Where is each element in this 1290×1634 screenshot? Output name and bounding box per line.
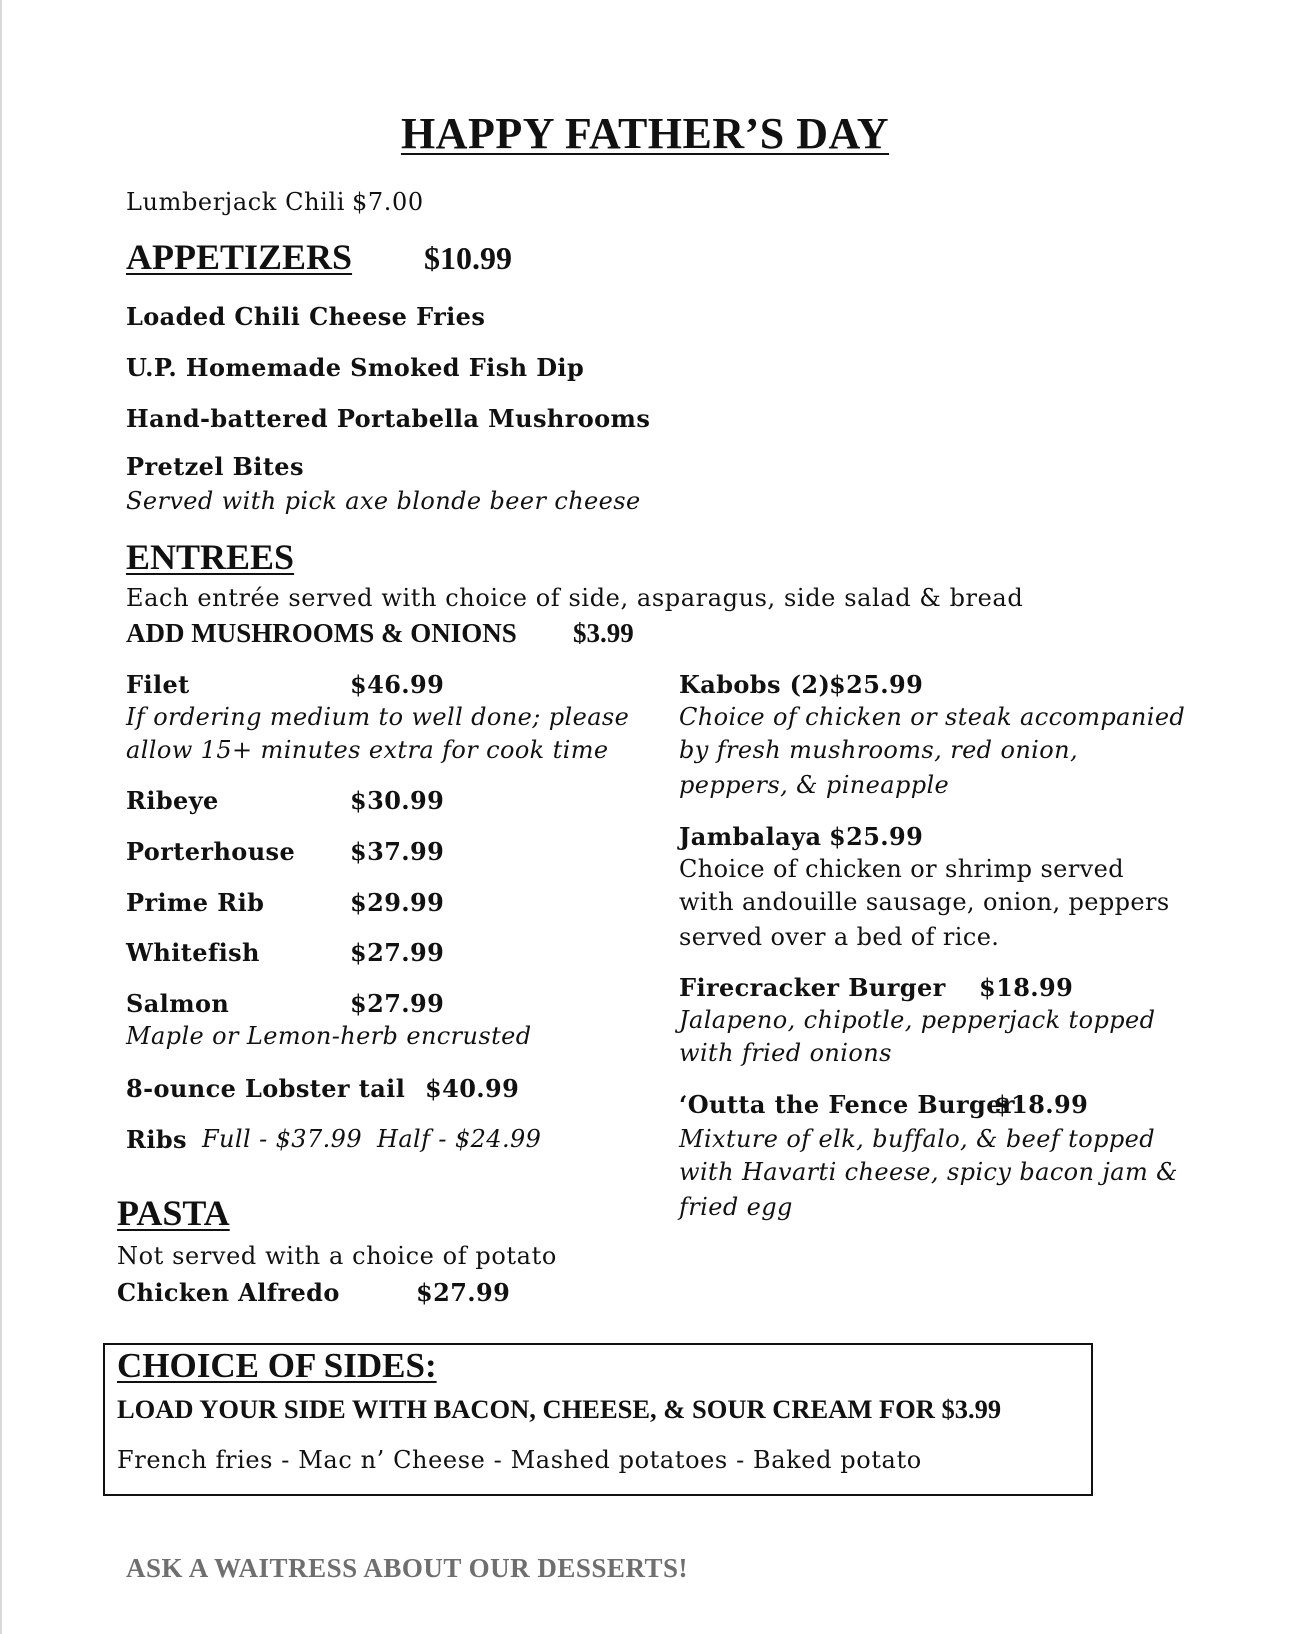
entree-name: Firecracker Burger [679, 973, 946, 1002]
addon-price: $3.99 [573, 618, 634, 648]
appetizer-item: Hand-battered Portabella Mushrooms [126, 404, 651, 433]
entree-price: $29.99 [350, 888, 445, 917]
pasta-item-name: Chicken Alfredo [117, 1278, 340, 1307]
entree-desc: Choice of chicken or shrimp served [679, 855, 1124, 883]
pasta-note: Not served with a choice of potato [117, 1242, 557, 1270]
sides-heading: CHOICE OF SIDES: [117, 1346, 437, 1385]
entree-name: Jambalaya [679, 822, 822, 851]
pasta-item-price: $27.99 [416, 1278, 511, 1307]
entree-desc: allow 15+ minutes extra for cook time [126, 736, 609, 764]
entree-name: Ribs [126, 1125, 187, 1154]
entree-desc: Choice of chicken or steak accompanied [679, 703, 1186, 731]
entree-price: $18.99 [994, 1090, 1089, 1119]
entree-desc: Mixture of elk, buffalo, & beef topped [679, 1125, 1155, 1153]
chili-price: $7.00 [352, 188, 424, 216]
sides-load-offer: LOAD YOUR SIDE WITH BACON, CHEESE, & SOUR CREAM FOR $3.99 [117, 1394, 1002, 1424]
entree-name: Filet [126, 670, 190, 699]
entree-price: $37.99 [350, 837, 445, 866]
entree-desc: with fried onions [679, 1039, 892, 1067]
entree-desc: Jalapeno, chipotle, pepperjack topped [679, 1006, 1156, 1034]
ribs-half-price: Half - $24.99 [377, 1125, 542, 1153]
entree-price: $27.99 [350, 938, 445, 967]
entree-price: $18.99 [979, 973, 1074, 1002]
chili-name: Lumberjack Chili [126, 188, 346, 216]
entree-name: 8-ounce Lobster tail [126, 1074, 406, 1103]
appetizer-item: Pretzel Bites [126, 452, 304, 481]
entree-desc: Maple or Lemon-herb encrusted [126, 1022, 532, 1050]
appetizer-desc: Served with pick axe blonde beer cheese [126, 487, 641, 515]
entree-price: $27.99 [350, 989, 445, 1018]
entree-price: $40.99 [425, 1074, 520, 1103]
entree-name: ‘Outta the Fence Burger [679, 1090, 1015, 1119]
pasta-heading: PASTA [117, 1193, 230, 1233]
appetizers-heading: APPETIZERS [126, 237, 353, 277]
dessert-note: ASK A WAITRESS ABOUT OUR DESSERTS! [126, 1553, 689, 1583]
entree-name: Kabobs (2) [679, 670, 831, 699]
entree-price: $25.99 [829, 822, 924, 851]
ribs-full-price: Full - $37.99 [202, 1125, 363, 1153]
entrees-note: Each entrée served with choice of side, asparagus, side salad & bread [126, 584, 1024, 612]
appetizers-price: $10.99 [424, 240, 512, 276]
entree-name: Ribeye [126, 786, 219, 815]
appetizer-item: Loaded Chili Cheese Fries [126, 302, 486, 331]
entree-name: Prime Rib [126, 888, 265, 917]
entree-desc: fried egg [679, 1193, 793, 1221]
entree-name: Whitefish [126, 938, 260, 967]
entree-desc: by fresh mushrooms, red onion, [679, 736, 1078, 764]
entree-price: $46.99 [350, 670, 445, 699]
entrees-heading: ENTREES [126, 537, 295, 577]
entree-desc: If ordering medium to well done; please [126, 703, 630, 731]
entree-name: Salmon [126, 989, 230, 1018]
entree-desc: with andouille sausage, onion, peppers [679, 888, 1170, 916]
sides-list: French fries - Mac n’ Cheese - Mashed potatoes - Baked potato [117, 1446, 922, 1474]
appetizer-item: U.P. Homemade Smoked Fish Dip [126, 353, 585, 382]
entree-price: $30.99 [350, 786, 445, 815]
addon-label: ADD MUSHROOMS & ONIONS [126, 618, 517, 648]
entree-price: $25.99 [829, 670, 924, 699]
entree-name: Porterhouse [126, 837, 296, 866]
entree-desc: peppers, & pineapple [679, 771, 950, 799]
entree-desc: served over a bed of rice. [679, 923, 1000, 951]
page-title: HAPPY FATHER’S DAY [400, 109, 890, 158]
entree-desc: with Havarti cheese, spicy bacon jam & [679, 1158, 1178, 1186]
page-edge [0, 0, 2, 1634]
